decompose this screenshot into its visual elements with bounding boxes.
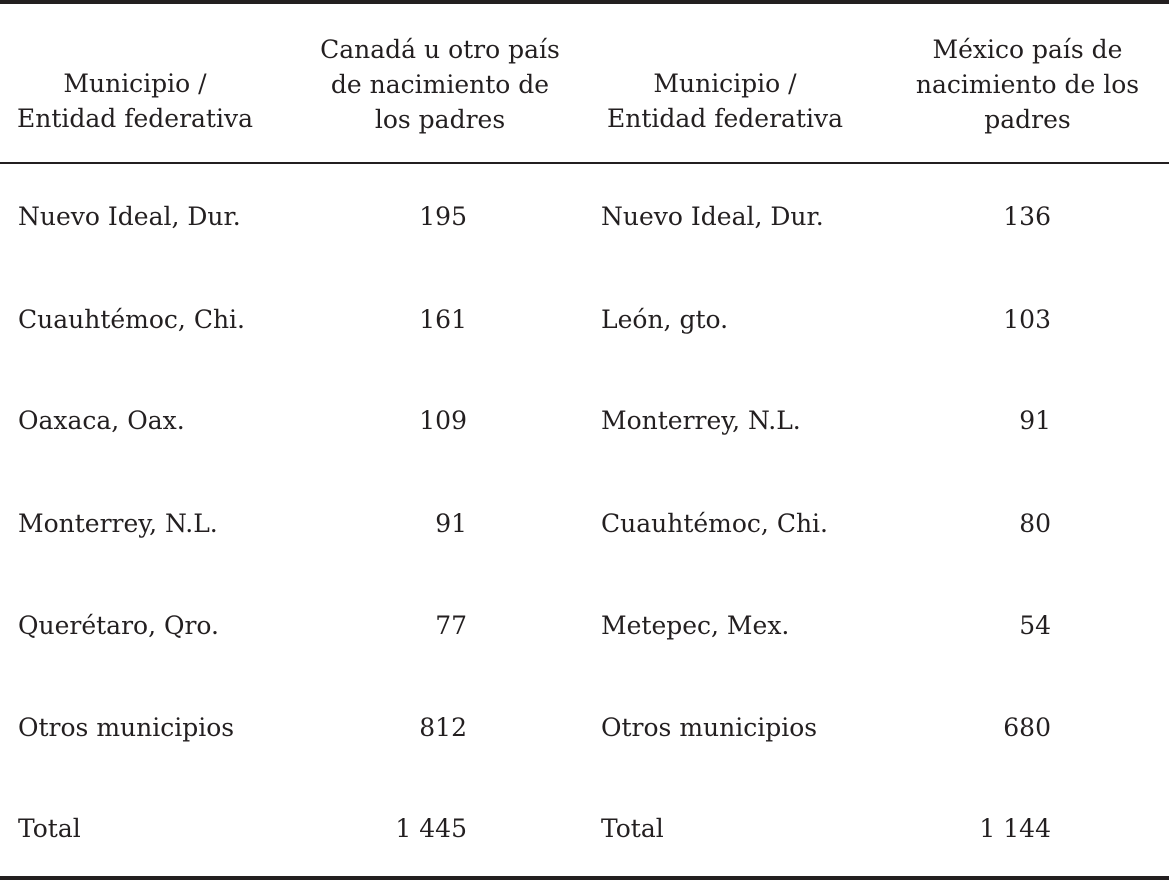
cell-municipio-left: Querétaro, Qro. xyxy=(18,611,219,640)
total-label-left: Total xyxy=(18,814,81,843)
cell-municipio-left: Oaxaca, Oax. xyxy=(18,406,185,435)
cell-municipio-right: León, gto. xyxy=(601,305,729,334)
header-municipio-right: Municipio / Entidad federativa xyxy=(606,69,844,133)
cell-municipio-right: Monterrey, N.L. xyxy=(601,406,801,435)
header-canada-parents: Canadá u otro país de nacimiento de los padres xyxy=(320,35,560,134)
cell-municipio-right: Cuauhtémoc, Chi. xyxy=(601,509,829,538)
total-mexico-count: 1 144 xyxy=(979,814,1051,843)
cell-mexico-count: 680 xyxy=(1003,713,1051,742)
cell-municipio-left: Cuauhtémoc, Chi. xyxy=(18,305,246,334)
cell-canada-count: 109 xyxy=(419,406,467,435)
cell-mexico-count: 103 xyxy=(1003,305,1051,334)
cell-canada-count: 812 xyxy=(419,713,467,742)
cell-mexico-count: 136 xyxy=(1003,202,1051,231)
cell-canada-count: 195 xyxy=(419,202,467,231)
cell-municipio-right: Metepec, Mex. xyxy=(601,611,790,640)
total-label-right: Total xyxy=(601,814,664,843)
cell-canada-count: 161 xyxy=(419,305,467,334)
cell-mexico-count: 54 xyxy=(1019,611,1051,640)
cell-municipio-right: Otros municipios xyxy=(601,713,818,742)
cell-canada-count: 77 xyxy=(435,611,467,640)
cell-canada-count: 91 xyxy=(435,509,467,538)
cell-municipio-left: Nuevo Ideal, Dur. xyxy=(18,202,241,231)
cell-mexico-count: 80 xyxy=(1019,509,1051,538)
cell-municipio-right: Nuevo Ideal, Dur. xyxy=(601,202,824,231)
cell-mexico-count: 91 xyxy=(1019,406,1051,435)
cell-municipio-left: Otros municipios xyxy=(18,713,235,742)
header-municipio-left: Municipio / Entidad federativa xyxy=(16,69,254,133)
cell-municipio-left: Monterrey, N.L. xyxy=(18,509,218,538)
table-top-rule xyxy=(0,0,1169,4)
table-bottom-rule xyxy=(0,876,1169,880)
header-rule xyxy=(0,162,1169,164)
total-canada-count: 1 445 xyxy=(395,814,467,843)
header-mexico-parents: México país de nacimiento de los padres xyxy=(915,35,1140,134)
